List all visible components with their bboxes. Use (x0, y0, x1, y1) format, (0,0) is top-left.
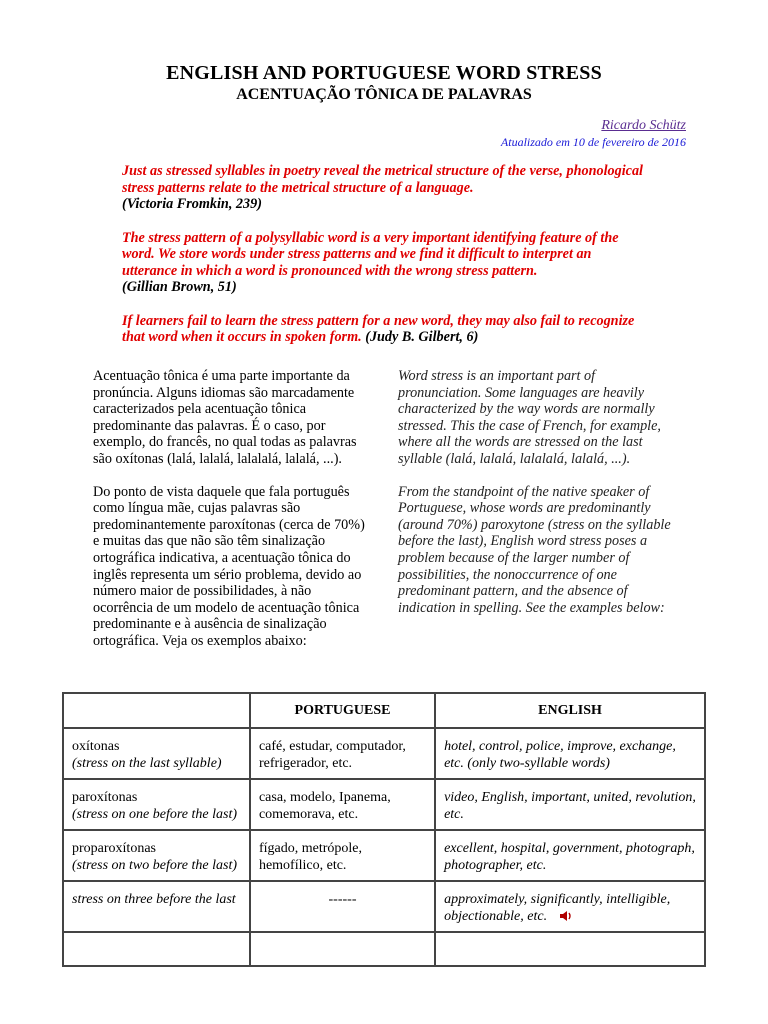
quote-text: If learners fail to learn the stress pattern for a new word, they may also fail to recognize that word when it occurs in spoken form. (122, 312, 635, 345)
english-paragraph-2: From the standpoint of the native speaker of Portuguese, whose words are predominantly (around 70%) paroxytone (stress on the syllable before the last), English word stress poses a problem because of the larger number of possibilities, the nonoccurrence of one predominant pattern, and the absence of indication in spelling. See the examples below: (398, 483, 671, 616)
author-link[interactable]: Ricardo Schütz (601, 118, 686, 133)
page-title: ENGLISH AND PORTUGUESE WORD STRESS (166, 62, 602, 84)
portuguese-examples: ------ (250, 881, 435, 932)
english-column (398, 368, 680, 632)
portuguese-column (93, 368, 371, 666)
table-row (63, 779, 705, 830)
english-examples-cell (435, 881, 705, 932)
english-examples: hotel, control, police, improve, exchange, etc. (only two-syllable words) (435, 728, 705, 779)
stress-type-desc: (stress on the last syllable) (72, 756, 222, 771)
english-examples: excellent, hospital, government, photograph, photographer, etc. (435, 830, 705, 881)
english-examples: approximately, significantly, intelligible, objectionable, etc. (444, 892, 671, 924)
quote-text: Just as stressed syllables in poetry reveal the metrical structure of the verse, phonological stress patterns relate to the metrical structure of a language. (122, 163, 643, 196)
portuguese-paragraph-2: Do ponto de vista daquele que fala português como língua mãe, cujas palavras são predominantemente paroxítonas (cerca de 70%) e muitas das que não são têm sinalização ortográfica indicativa, a acentuação tônica do inglês representa um sério problema, devido ao número maior de possibilidades, à não ocorrência de um modelo de acentuação tônica predominante e à ausência de sinalização ortográfica. Veja os exemplos abaixo: (93, 483, 365, 649)
portuguese-examples: casa, modelo, Ipanema, comemorava, etc. (250, 779, 435, 830)
stress-type-cell (63, 728, 250, 779)
english-examples: video, English, important, united, revolution, etc. (435, 779, 705, 830)
stress-type-cell (63, 779, 250, 830)
stress-table (62, 692, 706, 967)
quote-citation: (Gillian Brown, 51) (122, 279, 237, 295)
speaker-icon[interactable] (559, 910, 573, 922)
empty-cell (435, 932, 705, 966)
table-header-row (63, 693, 705, 728)
portuguese-examples: fígado, metrópole, hemofílico, etc. (250, 830, 435, 881)
stress-type-label: oxítonas (72, 739, 120, 754)
quotes-block (122, 163, 650, 363)
empty-cell (250, 932, 435, 966)
table-row (63, 932, 705, 966)
table-row (63, 830, 705, 881)
table-header-portuguese: PORTUGUESE (250, 693, 435, 728)
quote-text: The stress pattern of a polysyllabic word is a very important identifying feature of the word. We store words under stress patterns and we find it difficult to interpret an utterance in which a word is pronounced with the wrong stress pattern. (122, 229, 619, 279)
empty-cell (63, 932, 250, 966)
quote-gilbert (122, 313, 650, 346)
table-header-cell (63, 693, 250, 728)
stress-type-cell: stress on three before the last (63, 881, 250, 932)
quote-citation: (Victoria Fromkin, 239) (122, 196, 262, 212)
updated-date: Atualizado em 10 de fevereiro de 2016 (500, 135, 686, 149)
quote-brown (122, 230, 650, 296)
quote-citation: (Judy B. Gilbert, 6) (365, 329, 479, 345)
table-row (63, 881, 705, 932)
stress-type-cell (63, 830, 250, 881)
english-paragraph-1: Word stress is an important part of pronunciation. Some languages are heavily characterized by the way words are normally stressed. This the case of French, for example, where all the words are stressed on the last syllable (lalá, lalalá, lalalalá, lalalá, ...). (398, 368, 661, 467)
table-header-english: ENGLISH (435, 693, 705, 728)
stress-type-desc: (stress on two before the last) (72, 858, 238, 873)
table-row (63, 728, 705, 779)
page-subtitle: ACENTUAÇÃO TÔNICA DE PALAVRAS (236, 86, 532, 103)
quote-fromkin (122, 163, 650, 213)
stress-type-label: proparoxítonas (72, 841, 156, 856)
stress-type-label: paroxítonas (72, 790, 138, 805)
stress-type-desc: (stress on one before the last) (72, 807, 237, 822)
portuguese-paragraph-1: Acentuação tônica é uma parte importante da pronúncia. Alguns idiomas são marcadamente caracterizados pela acentuação tônica predominante das palavras. É o caso, por exemplo, do francês, no qual todas as palavras são oxítonas (lalá, lalalá, lalalalá, lalalá, ...). (93, 368, 357, 467)
portuguese-examples: café, estudar, computador, refrigerador, etc. (250, 728, 435, 779)
